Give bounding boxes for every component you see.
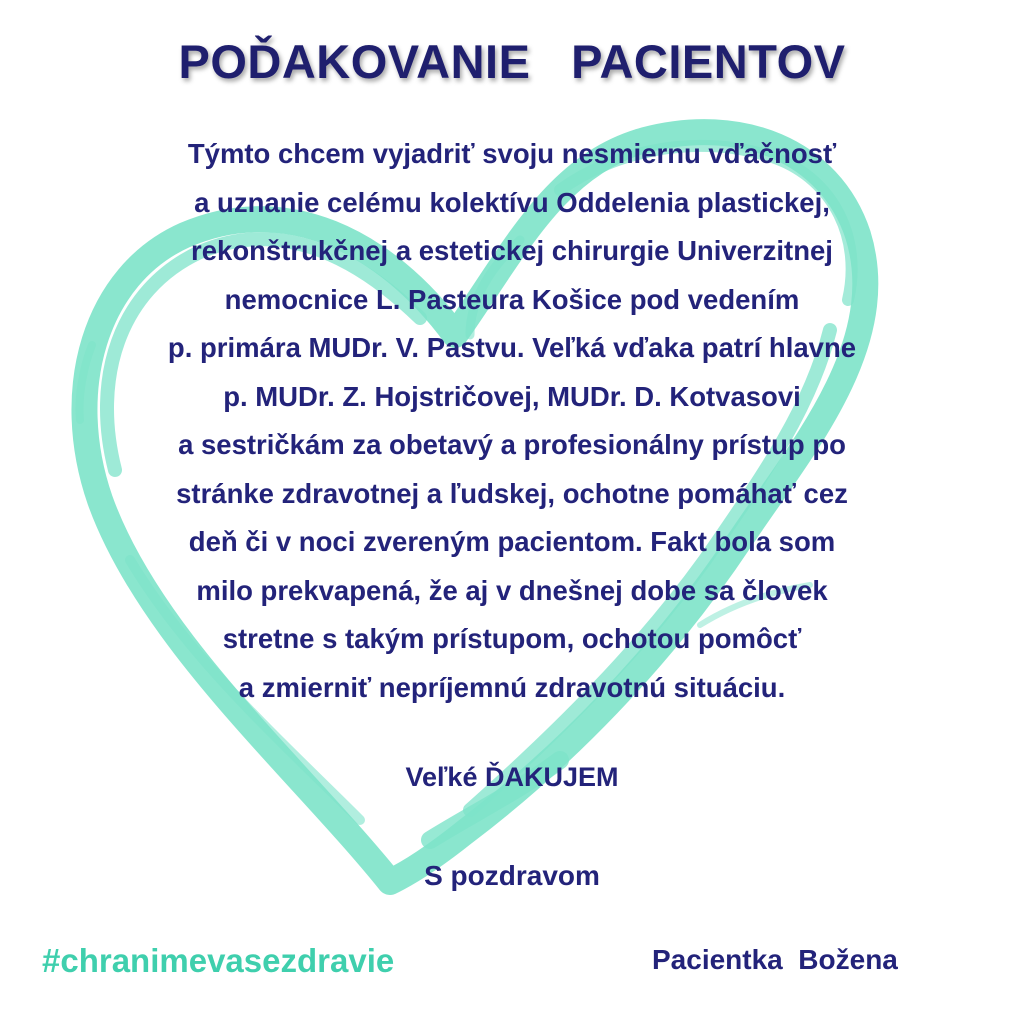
message-line: stránke zdravotnej a ľudskej, ochotne pomáhať cez bbox=[176, 477, 848, 509]
thank-you-message bbox=[40, 130, 984, 712]
message-line: stretne s takým prístupom, ochotou pomôcť bbox=[222, 623, 802, 654]
big-thanks-text: Veľké ĎAKUJEM bbox=[405, 762, 619, 792]
message-line: Týmto chcem vyjadriť svoju nesmiernu vďačnosť bbox=[187, 138, 837, 169]
message-line: rekonštrukčnej a estetickej chirurgie Univerzitnej bbox=[191, 235, 833, 266]
message-line: p. primára MUDr. V. Pastvu. Veľká vďaka patrí hlavne bbox=[167, 332, 857, 363]
message-line: p. MUDr. Z. Hojstričovej, MUDr. D. Kotvasovi bbox=[223, 380, 801, 412]
hashtag-text: #chranimevasezdravie bbox=[42, 942, 395, 979]
message-line: a uznanie celému kolektívu Oddelenia plastickej, bbox=[194, 186, 830, 218]
signature-text: Pacientka Božena bbox=[652, 944, 898, 975]
message-line: milo prekvapená, že aj v dnešnej dobe sa človek bbox=[196, 574, 828, 606]
message-line: nemocnice L. Pasteura Košice pod vedením bbox=[224, 283, 800, 315]
message-line: deň či v noci zvereným pacientom. Fakt bola som bbox=[188, 526, 836, 557]
message-line: a zmierniť nepríjemnú zdravotnú situáciu. bbox=[238, 671, 786, 703]
message-line: a sestričkám za obetavý a profesionálny prístup po bbox=[178, 429, 846, 460]
page-title: POĎAKOVANIE PACIENTOV bbox=[178, 35, 846, 88]
greeting-text: S pozdravom bbox=[424, 860, 600, 891]
